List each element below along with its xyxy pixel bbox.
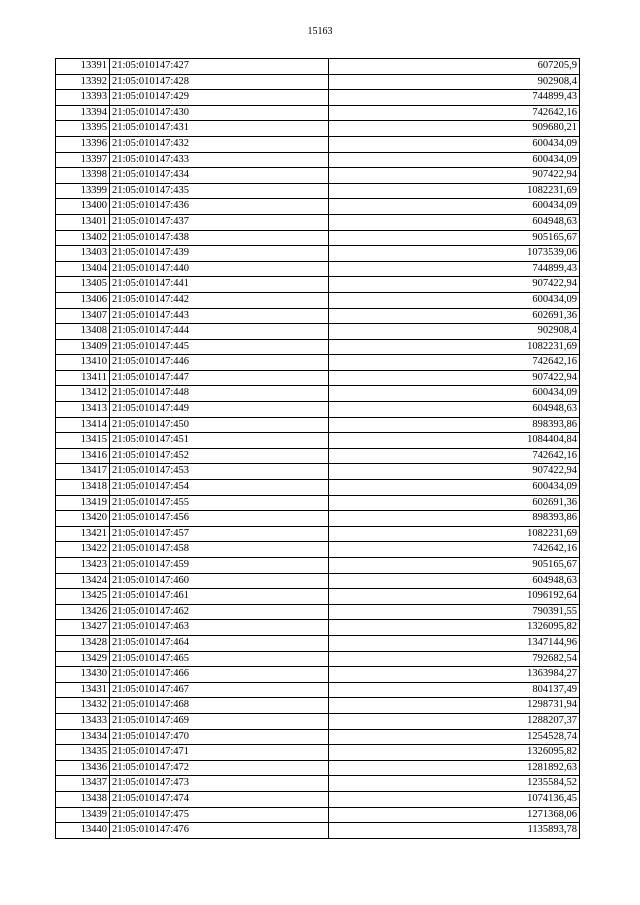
row-number-cell: 13413 — [56, 402, 110, 418]
row-number-cell: 13397 — [56, 152, 110, 168]
cadastral-value-cell: 1235584,52 — [329, 776, 580, 792]
cadastral-number-cell: 21:05:010147:472 — [110, 760, 329, 776]
cadastral-number-cell: 21:05:010147:471 — [110, 745, 329, 761]
cadastral-number-cell: 21:05:010147:474 — [110, 791, 329, 807]
cadastral-number-cell: 21:05:010147:435 — [110, 183, 329, 199]
cadastral-number-cell: 21:05:010147:450 — [110, 417, 329, 433]
row-number-cell: 13391 — [56, 59, 110, 75]
cadastral-number-cell: 21:05:010147:442 — [110, 292, 329, 308]
cadastral-number-cell: 21:05:010147:463 — [110, 620, 329, 636]
cadastral-number-cell: 21:05:010147:466 — [110, 667, 329, 683]
table-row — [56, 214, 580, 230]
cadastral-number-cell: 21:05:010147:460 — [110, 573, 329, 589]
cadastral-value-cell: 898393,86 — [329, 511, 580, 527]
page-number: 15163 — [307, 26, 333, 37]
cadastral-value-cell: 1363984,27 — [329, 667, 580, 683]
row-number-cell: 13416 — [56, 448, 110, 464]
row-number-cell: 13399 — [56, 183, 110, 199]
cadastral-number-cell: 21:05:010147:470 — [110, 729, 329, 745]
cadastral-number-cell: 21:05:010147:433 — [110, 152, 329, 168]
cadastral-value-cell: 907422,94 — [329, 168, 580, 184]
table-row — [56, 292, 580, 308]
row-number-cell: 13402 — [56, 230, 110, 246]
row-number-cell: 13419 — [56, 495, 110, 511]
cadastral-number-cell: 21:05:010147:457 — [110, 526, 329, 542]
table-row — [56, 635, 580, 651]
cadastral-number-cell: 21:05:010147:439 — [110, 246, 329, 262]
cadastral-number-cell: 21:05:010147:448 — [110, 386, 329, 402]
table-row — [56, 230, 580, 246]
row-number-cell: 13407 — [56, 308, 110, 324]
row-number-cell: 13432 — [56, 698, 110, 714]
row-number-cell: 13435 — [56, 745, 110, 761]
cadastral-number-cell: 21:05:010147:458 — [110, 542, 329, 558]
row-number-cell: 13439 — [56, 807, 110, 823]
table-row — [56, 59, 580, 75]
cadastral-value-cell: 1326095,82 — [329, 620, 580, 636]
cadastral-number-cell: 21:05:010147:440 — [110, 261, 329, 277]
row-number-cell: 13415 — [56, 433, 110, 449]
row-number-cell: 13403 — [56, 246, 110, 262]
table-row — [56, 199, 580, 215]
cadastral-value-cell: 1347144,96 — [329, 635, 580, 651]
cadastral-value-cell: 1074136,45 — [329, 791, 580, 807]
table-row — [56, 152, 580, 168]
table-row — [56, 745, 580, 761]
cadastral-value-cell: 1271368,06 — [329, 807, 580, 823]
table-row — [56, 324, 580, 340]
cadastral-value-cell: 1084404,84 — [329, 433, 580, 449]
row-number-cell: 13418 — [56, 480, 110, 496]
cadastral-value-cell: 790391,55 — [329, 604, 580, 620]
row-number-cell: 13426 — [56, 604, 110, 620]
cadastral-number-cell: 21:05:010147:428 — [110, 74, 329, 90]
table-row — [56, 417, 580, 433]
row-number-cell: 13409 — [56, 339, 110, 355]
cadastral-value-cell: 902908,4 — [329, 324, 580, 340]
cadastral-value-cell: 604948,63 — [329, 573, 580, 589]
row-number-cell: 13440 — [56, 823, 110, 839]
table-row — [56, 480, 580, 496]
row-number-cell: 13420 — [56, 511, 110, 527]
row-number-cell: 13394 — [56, 105, 110, 121]
cadastral-value-cell: 907422,94 — [329, 277, 580, 293]
row-number-cell: 13438 — [56, 791, 110, 807]
table-row — [56, 589, 580, 605]
cadastral-value-cell: 607205,9 — [329, 59, 580, 75]
cadastral-number-cell: 21:05:010147:445 — [110, 339, 329, 355]
cadastral-value-cell: 600434,09 — [329, 386, 580, 402]
cadastral-value-cell: 1288207,37 — [329, 713, 580, 729]
row-number-cell: 13428 — [56, 635, 110, 651]
table-row — [56, 776, 580, 792]
row-number-cell: 13436 — [56, 760, 110, 776]
cadastral-number-cell: 21:05:010147:441 — [110, 277, 329, 293]
cadastral-value-cell: 905165,67 — [329, 230, 580, 246]
cadastral-value-cell: 907422,94 — [329, 370, 580, 386]
cadastral-number-cell: 21:05:010147:449 — [110, 402, 329, 418]
table-row — [56, 74, 580, 90]
cadastral-number-cell: 21:05:010147:453 — [110, 464, 329, 480]
row-number-cell: 13393 — [56, 90, 110, 106]
cadastral-value-cell: 742642,16 — [329, 448, 580, 464]
table-row — [56, 246, 580, 262]
cadastral-number-cell: 21:05:010147:467 — [110, 682, 329, 698]
cadastral-value-cell: 902908,4 — [329, 74, 580, 90]
table-row — [56, 729, 580, 745]
cadastral-value-cell: 744899,43 — [329, 261, 580, 277]
table-row — [56, 526, 580, 542]
table-row — [56, 386, 580, 402]
cadastral-value-cell: 602691,36 — [329, 308, 580, 324]
table-row — [56, 136, 580, 152]
row-number-cell: 13400 — [56, 199, 110, 215]
table-row — [56, 121, 580, 137]
cadastral-value-cell: 1135893,78 — [329, 823, 580, 839]
table-row — [56, 339, 580, 355]
row-number-cell: 13422 — [56, 542, 110, 558]
cadastral-value-cell: 600434,09 — [329, 152, 580, 168]
cadastral-number-cell: 21:05:010147:427 — [110, 59, 329, 75]
cadastral-value-cell: 804137,49 — [329, 682, 580, 698]
cadastral-number-cell: 21:05:010147:476 — [110, 823, 329, 839]
cadastral-number-cell: 21:05:010147:455 — [110, 495, 329, 511]
cadastral-number-cell: 21:05:010147:468 — [110, 698, 329, 714]
cadastral-number-cell: 21:05:010147:431 — [110, 121, 329, 137]
table-row — [56, 620, 580, 636]
table-row — [56, 355, 580, 371]
row-number-cell: 13417 — [56, 464, 110, 480]
row-number-cell: 13437 — [56, 776, 110, 792]
table-row — [56, 183, 580, 199]
cadastral-value-cell: 1326095,82 — [329, 745, 580, 761]
table-row — [56, 698, 580, 714]
table-row — [56, 682, 580, 698]
cadastral-number-cell: 21:05:010147:432 — [110, 136, 329, 152]
cadastral-number-cell: 21:05:010147:452 — [110, 448, 329, 464]
table-row — [56, 807, 580, 823]
table-row — [56, 464, 580, 480]
table-row — [56, 277, 580, 293]
cadastral-number-cell: 21:05:010147:461 — [110, 589, 329, 605]
table-row — [56, 105, 580, 121]
row-number-cell: 13395 — [56, 121, 110, 137]
table-row — [56, 90, 580, 106]
cadastral-value-cell: 744899,43 — [329, 90, 580, 106]
cadastral-value-cell: 600434,09 — [329, 292, 580, 308]
row-number-cell: 13396 — [56, 136, 110, 152]
table-row — [56, 791, 580, 807]
row-number-cell: 13405 — [56, 277, 110, 293]
row-number-cell: 13392 — [56, 74, 110, 90]
row-number-cell: 13423 — [56, 558, 110, 574]
table-row — [56, 760, 580, 776]
row-number-cell: 13406 — [56, 292, 110, 308]
cadastral-number-cell: 21:05:010147:437 — [110, 214, 329, 230]
table-row — [56, 370, 580, 386]
cadastral-value-cell: 742642,16 — [329, 105, 580, 121]
cadastral-number-cell: 21:05:010147:451 — [110, 433, 329, 449]
cadastral-value-cell: 1082231,69 — [329, 339, 580, 355]
row-number-cell: 13401 — [56, 214, 110, 230]
cadastral-number-cell: 21:05:010147:465 — [110, 651, 329, 667]
table-row — [56, 573, 580, 589]
cadastral-number-cell: 21:05:010147:438 — [110, 230, 329, 246]
cadastral-number-cell: 21:05:010147:443 — [110, 308, 329, 324]
cadastral-number-cell: 21:05:010147:462 — [110, 604, 329, 620]
cadastral-value-cell: 604948,63 — [329, 214, 580, 230]
cadastral-number-cell: 21:05:010147:469 — [110, 713, 329, 729]
table-row — [56, 604, 580, 620]
cadastral-value-cell: 1281892,63 — [329, 760, 580, 776]
cadastral-value-cell: 1298731,94 — [329, 698, 580, 714]
table-row — [56, 823, 580, 839]
row-number-cell: 13414 — [56, 417, 110, 433]
cadastral-value-cell: 1096192,64 — [329, 589, 580, 605]
row-number-cell: 13408 — [56, 324, 110, 340]
cadastral-value-cell: 602691,36 — [329, 495, 580, 511]
row-number-cell: 13421 — [56, 526, 110, 542]
cadastral-value-table — [55, 58, 580, 839]
table-row — [56, 558, 580, 574]
cadastral-number-cell: 21:05:010147:434 — [110, 168, 329, 184]
cadastral-value-cell: 604948,63 — [329, 402, 580, 418]
row-number-cell: 13433 — [56, 713, 110, 729]
cadastral-value-cell: 792682,54 — [329, 651, 580, 667]
table-row — [56, 168, 580, 184]
table-row — [56, 308, 580, 324]
cadastral-number-cell: 21:05:010147:436 — [110, 199, 329, 215]
cadastral-number-cell: 21:05:010147:456 — [110, 511, 329, 527]
cadastral-value-cell: 600434,09 — [329, 199, 580, 215]
row-number-cell: 13398 — [56, 168, 110, 184]
row-number-cell: 13431 — [56, 682, 110, 698]
cadastral-value-cell: 742642,16 — [329, 542, 580, 558]
row-number-cell: 13434 — [56, 729, 110, 745]
cadastral-value-cell: 898393,86 — [329, 417, 580, 433]
row-number-cell: 13425 — [56, 589, 110, 605]
cadastral-number-cell: 21:05:010147:430 — [110, 105, 329, 121]
cadastral-number-cell: 21:05:010147:473 — [110, 776, 329, 792]
cadastral-value-cell: 1254528,74 — [329, 729, 580, 745]
cadastral-number-cell: 21:05:010147:454 — [110, 480, 329, 496]
table-body — [56, 59, 580, 839]
cadastral-value-cell: 905165,67 — [329, 558, 580, 574]
cadastral-number-cell: 21:05:010147:447 — [110, 370, 329, 386]
row-number-cell: 13411 — [56, 370, 110, 386]
cadastral-value-cell: 1073539,06 — [329, 246, 580, 262]
table-row — [56, 542, 580, 558]
cadastral-value-cell: 1082231,69 — [329, 183, 580, 199]
row-number-cell: 13429 — [56, 651, 110, 667]
row-number-cell: 13427 — [56, 620, 110, 636]
cadastral-number-cell: 21:05:010147:444 — [110, 324, 329, 340]
table-row — [56, 651, 580, 667]
cadastral-value-cell: 907422,94 — [329, 464, 580, 480]
row-number-cell: 13404 — [56, 261, 110, 277]
row-number-cell: 13424 — [56, 573, 110, 589]
row-number-cell: 13412 — [56, 386, 110, 402]
cadastral-value-cell: 909680,21 — [329, 121, 580, 137]
table-row — [56, 448, 580, 464]
table-row — [56, 511, 580, 527]
table-row — [56, 713, 580, 729]
row-number-cell: 13410 — [56, 355, 110, 371]
table-row — [56, 495, 580, 511]
cadastral-value-cell: 600434,09 — [329, 136, 580, 152]
cadastral-number-cell: 21:05:010147:446 — [110, 355, 329, 371]
table-row — [56, 667, 580, 683]
cadastral-number-cell: 21:05:010147:464 — [110, 635, 329, 651]
cadastral-value-cell: 1082231,69 — [329, 526, 580, 542]
table-row — [56, 433, 580, 449]
cadastral-number-cell: 21:05:010147:459 — [110, 558, 329, 574]
cadastral-value-cell: 600434,09 — [329, 480, 580, 496]
cadastral-number-cell: 21:05:010147:429 — [110, 90, 329, 106]
table-row — [56, 261, 580, 277]
cadastral-number-cell: 21:05:010147:475 — [110, 807, 329, 823]
table-row — [56, 402, 580, 418]
row-number-cell: 13430 — [56, 667, 110, 683]
cadastral-value-cell: 742642,16 — [329, 355, 580, 371]
